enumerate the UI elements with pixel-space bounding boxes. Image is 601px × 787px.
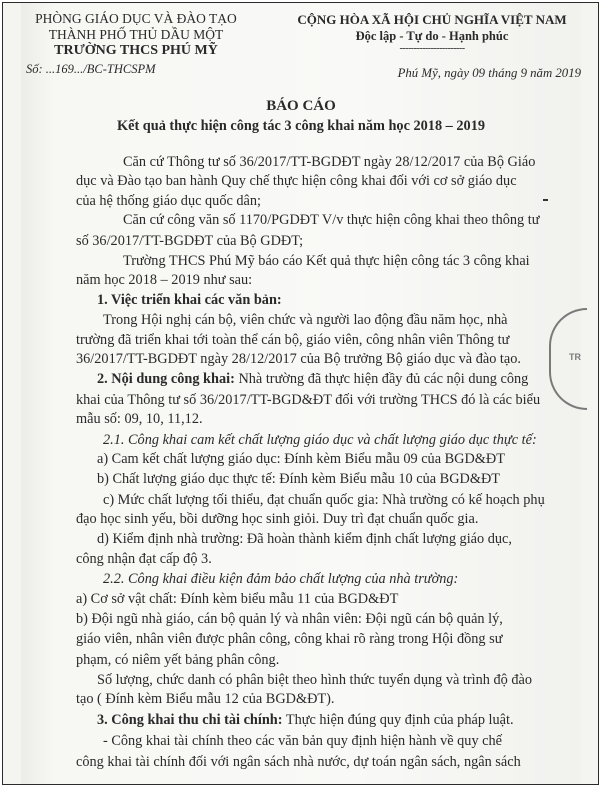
paragraph-line: Căn cứ công văn số 1170/PGDĐT V/v thực hiện công khai theo thông tư [123, 212, 540, 229]
paragraph-line: trường đã triển khai tới toàn thể cán bộ, giáo viên, công nhân viên Thông tư [76, 331, 510, 348]
department-name: PHÒNG GIÁO DỤC VÀ ĐÀO TẠO [35, 11, 237, 26]
paragraph-line: phạm, có niêm yết bảng phân công. [76, 651, 280, 668]
paragraph-line: số 36/2017/TT-BGDĐT của Bộ GDĐT; [76, 232, 304, 249]
document-page [21, 3, 581, 784]
section-3-text: Thực hiện đúng quy định của pháp luật. [285, 711, 514, 728]
paragraph-line: khai của Thông tư số 36/2017/TT-BGD&ĐT đối với trường THCS đó là các biểu [76, 391, 541, 408]
national-motto: Độc lập - Tự do - Hạnh phúc [355, 29, 509, 43]
document-number-label: Số: [26, 62, 43, 76]
section-2-heading: 2. Nội dung công khai: [97, 371, 235, 388]
section-3-heading: 3. Công khai thu chi tài chính: [97, 711, 283, 728]
paragraph-line: Số lượng, chức danh có phân biệt theo hình thức tuyển dụng và trình độ đào [97, 672, 533, 688]
header-divider: ----------------------- [399, 43, 465, 54]
list-item: c) Mức chất lượng tối thiểu, đạt chuẩn quốc gia: Nhà trường có kế hoạch phụ [103, 491, 545, 508]
document-date: Phú Mỹ, ngày 09 tháng 9 năm 2019 [397, 66, 581, 80]
header-left [26, 11, 246, 77]
paragraph-line: đạo học sinh yếu, bồi dưỡng học sinh giỏi. Duy trì đạt chuẩn quốc gia. [76, 511, 479, 528]
paragraph-line: của hệ thống giáo dục quốc dân; [76, 192, 262, 209]
city-name: THÀNH PHỐ THỦ DẦU MỘT [48, 27, 224, 42]
document-number-value: ...169.../BC-THCSPM [45, 62, 156, 76]
national-title: CỘNG HÒA XÃ HỘI CHỦ NGHĨA VIỆT NAM [297, 12, 567, 27]
list-item: d) Kiểm định nhà trường: Đã hoàn thành kiểm định chất lượng giáo dục, [97, 531, 512, 548]
report-title: BÁO CÁO [266, 98, 336, 114]
document-number [26, 61, 246, 77]
paragraph-line: giáo viên, nhân viên được phân công, công khai rõ ràng trong Hội đồng sư [76, 631, 503, 648]
paragraph-line: dục và Đào tạo ban hành Quy chế thực hiện công khai đối với cơ sở giáo dục [76, 173, 517, 190]
report-subtitle: Kết quả thực hiện công tác 3 công khai năm học 2018 – 2019 [116, 118, 485, 134]
list-item: a) Cam kết chất lượng giáo dục: Đính kèm Biểu mẫu 09 của BGD&ĐT [97, 450, 505, 467]
header-right [283, 12, 581, 54]
paragraph-line: Trong Hội nghị cán bộ, viên chức và người lao động đầu năm học, nhà [103, 312, 508, 329]
paragraph-line: - Công khai tài chính theo các văn bản quy định hiện hành về quy chế [103, 733, 503, 749]
ink-mark [543, 199, 548, 201]
paragraph-line: 36/2017/TT-BGDĐT ngày 28/12/2017 của Bộ trưởng Bộ giáo dục và đào tạo. [76, 351, 521, 368]
paragraph-line: công khai tài chính đối với ngân sách nhà nước, dự toán ngân sách, ngân sách [76, 754, 521, 770]
section-1-heading: 1. Việc triển khai các văn bản: [97, 291, 282, 308]
school-name: TRƯỜNG THCS PHÚ MỸ [54, 43, 218, 58]
paragraph-line: tạo ( Đính kèm Biểu mẫu 12 của BGD&ĐT). [76, 691, 335, 708]
paragraph-line: Trường THCS Phú Mỹ báo cáo Kết quả thực hiện công tác 3 công khai [123, 252, 530, 269]
list-item: a) Cơ sở vật chất: Đính kèm biểu mẫu 11 của BGD&ĐT [76, 590, 399, 607]
section-2-1-heading: 2.1. Công khai cam kết chất lượng giáo dục và chất lượng giáo dục thực tế: [103, 431, 537, 448]
section-2-2-heading: 2.2. Công khai điều kiện đảm bảo chất lượng của nhà trường: [103, 571, 459, 588]
official-stamp: TR [549, 308, 587, 410]
paragraph-line: mẫu số: 09, 10, 11,12. [76, 411, 203, 428]
section-3-line [97, 712, 514, 729]
list-item: b) Chất lượng giáo dục thực tế: Đính kèm Biểu mẫu 10 của BGD&ĐT [97, 471, 501, 488]
paragraph-line: công nhận đạt cấp độ 3. [76, 550, 212, 567]
section-2-line [97, 371, 528, 388]
paragraph-line: Căn cứ Thông tư số 36/2017/TT-BGDĐT ngày 28/12/2017 của Bộ Giáo [123, 154, 536, 170]
document-frame [2, 2, 599, 785]
paragraph-line: năm học 2018 – 2019 như sau: [76, 272, 253, 289]
list-item: b) Đội ngũ nhà giáo, cán bộ quản lý và nhân viên: Đội ngũ cán bộ quản lý, [76, 610, 503, 627]
section-2-text: Nhà trường đã thực hiện đầy đủ các nội dung công [238, 371, 529, 388]
